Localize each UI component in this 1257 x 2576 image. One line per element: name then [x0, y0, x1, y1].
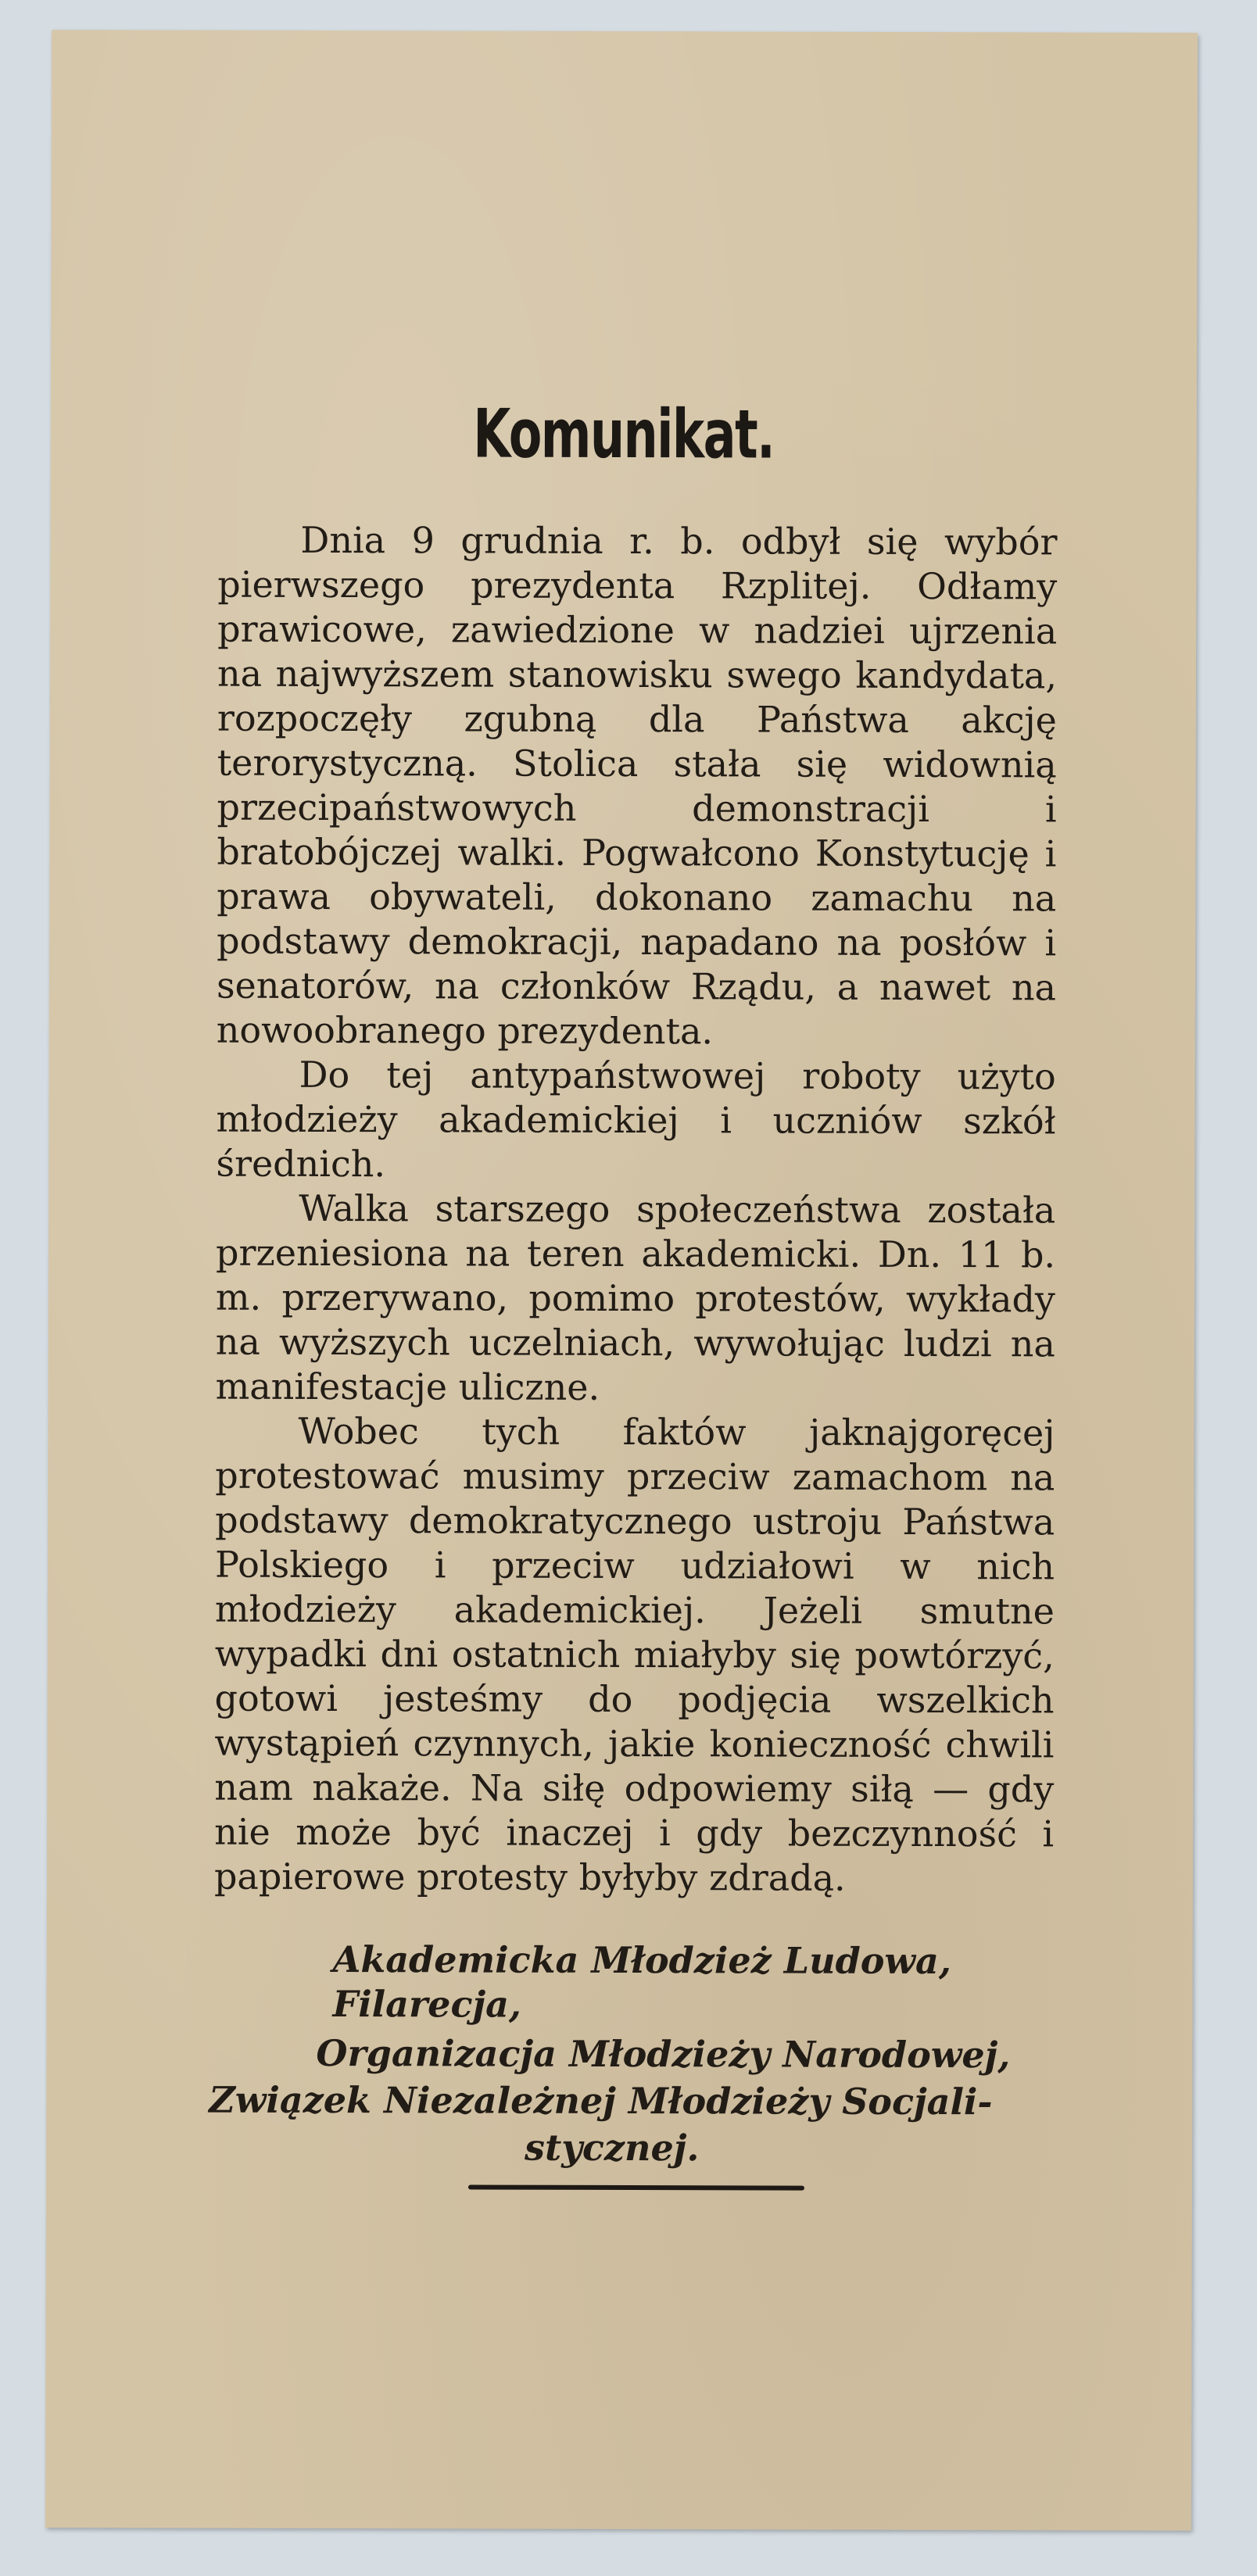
closing-rule [468, 2184, 804, 2190]
leaflet-paper [45, 30, 1198, 2531]
paragraph-4: Wobec tych faktów jaknajgoręcej protestować musimy przeciw zamachom na podstawy demokratycznego ustroju Państwa Polskiego i przeciw udziałowi w nich młodzieży akademickiej. Jeżeli smutne wypadki dni ostatnich miałyby się powtórzyć, gotowi jesteśmy do podjęcia wszelkich wystąpień czynnych, jakie konieczność chwili nam nakaże. Na siłę odpowiemy siłą — gdy nie może być inaczej i gdy bezczynność i papierowe protesty byłyby zdradą. [213, 1409, 1055, 1899]
signature-line-1: Akademicka Młodzież Ludowa, [332, 1938, 951, 1983]
signature-line-3: Organizacja Młodzieży Narodowej, [316, 2031, 1011, 2077]
signature-line-5: stycznej. [525, 2126, 700, 2170]
signature-line-2: Filarecja, [332, 1983, 522, 2026]
document-title: Komunikat. [473, 395, 775, 474]
document-body [214, 518, 1058, 1902]
paragraph-2: Do tej antypaństwowej roboty użyto młodzieży akademickiej i uczniów szkół średnich. [216, 1053, 1056, 1186]
paragraph-1: Dnia 9 grudnia r. b. odbył się wybór pierwszego prezydenta Rzplitej. Odłamy prawicowe, zawiedzione w nadziei ujrzenia na najwyższem stanowisku swego kandydata, rozpoczęły zgubną dla Państwa akcję terorystyczną. Stolica stała się widownią przecipaństwowych demonstracji i bratobójczej walki. Pogwałcono Konstytucję i prawa obywateli, dokonano zamachu na podstawy demokracji, napadano na posłów i senatorów, na członków Rządu, a nawet na nowoobranego prezydenta. [216, 518, 1058, 1053]
paragraph-3: Walka starszego społeczeństwa została przeniesiona na teren akademicki. Dn. 11 b. m. przerywano, pomimo protestów, wykłady na wyższych uczelniach, wywołując ludzi na manifestacje uliczne. [215, 1186, 1056, 1408]
signatures-block [47, 1937, 1193, 2170]
signature-line-4: Związek Niezależnej Młodzieży Socjali- [209, 2078, 993, 2123]
